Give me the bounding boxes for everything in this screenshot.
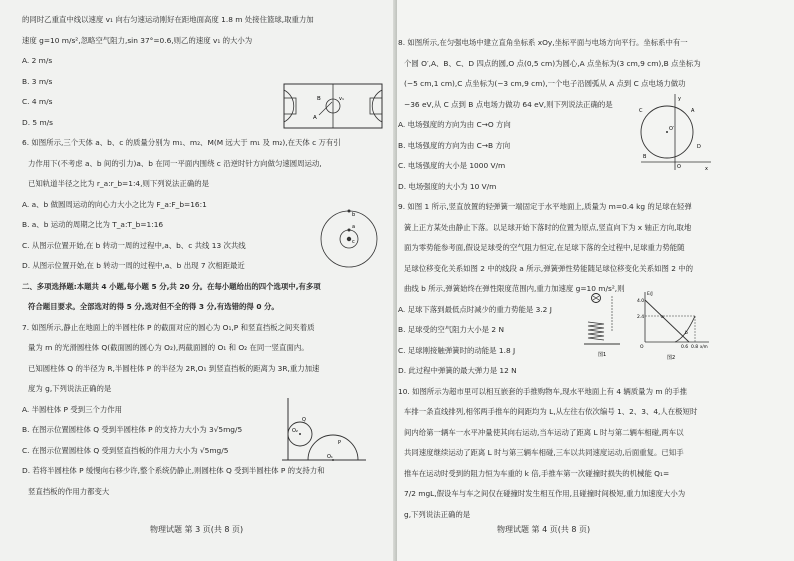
text-line: 曲线 b 所示,弹簧始终在弹性限度范围内,重力加速度 g=10 m/s²,则 bbox=[404, 284, 625, 293]
circle-label-c: C bbox=[639, 108, 643, 114]
graph-label-24: 2.4 bbox=[637, 315, 645, 320]
text-line: 量为 m 的光滑圆柱体 Q(截面圆的圆心为 O₂),两截面圆的 O₁ 和 O₂ 在同一竖直面内。 bbox=[28, 343, 309, 352]
court-label-b: B bbox=[317, 96, 321, 102]
text-line: 7/2 mgL,假设车与车之间仅在碰撞时发生相互作用,且碰撞时间极短,重力加速度大小为 bbox=[404, 489, 686, 498]
text-line: 7. 如图所示,静止在地面上的半圆柱体 P 的截面对应的圆心为 O₁,P 和竖直挡板之间夹着质 bbox=[22, 322, 315, 332]
graph-label-a: a bbox=[661, 315, 664, 320]
graph-label-b: b bbox=[685, 331, 688, 336]
orbit-figure bbox=[318, 208, 380, 270]
text-line: 速度 g=10 m/s²,忽略空气阻力,sin 37°=0.6,则乙的速度 v₁ 的大小为 bbox=[22, 35, 253, 45]
field-circle-figure bbox=[637, 92, 713, 174]
text-line: C. 4 m/s bbox=[22, 97, 53, 106]
circle-label-x: x bbox=[705, 166, 708, 172]
text-line: B. 足球受的空气阻力大小是 2 N bbox=[398, 325, 504, 334]
text-line: B. 在图示位置圆柱体 Q 受到半圆柱体 P 的支持力大小为 3√5mg/5 bbox=[22, 425, 243, 434]
text-line: 间内给第一辆车一水平冲量使其向右运动,当车运动了距离 L 时与第二辆车相碰,两车以 bbox=[404, 427, 684, 437]
text-line: 10. 如图所示为超市里可以相互嵌套的手推购物车,现水平地面上有 4 辆质量为 m 的手推 bbox=[398, 386, 688, 396]
orbit-label-a: a bbox=[352, 224, 356, 230]
text-line: 力作用下(不考虑 a、b 间的引力)a、b 在同一平面内围绕 c 沿逆时针方向做匀速圆周运动, bbox=[28, 158, 322, 168]
text-line: 符合题目要求。全部选对的得 5 分,选对但不全的得 3 分,有选错的得 0 分。 bbox=[28, 302, 279, 311]
graph-label-xm: x/m bbox=[700, 344, 708, 349]
circle-label-o-prime: O′ bbox=[669, 126, 675, 132]
text-line: 度为 g,下列说法正确的是 bbox=[28, 384, 112, 393]
text-line: B. 3 m/s bbox=[22, 76, 53, 86]
text-line: B. a、b 运动的周期之比为 T_a:T_b=1:16 bbox=[22, 220, 164, 229]
circle-label-o: O bbox=[677, 164, 681, 170]
text-line: 个圆 O′,A、B、C、D 四点的圆,O 点(0,5 cm)为圆心,A 点坐标为(3 cm,9 cm),B 点坐标为 bbox=[404, 58, 701, 68]
energy-graph-figure bbox=[637, 288, 713, 362]
graph-label-ej: E/J bbox=[647, 292, 653, 297]
court-label-v1: v₁ bbox=[339, 96, 344, 102]
text-line: D. 电场强度的大小为 10 V/m bbox=[398, 181, 497, 191]
text-line: 足球位移变化关系如图 2 中的线段 a 所示,弹簧弹性势能随足球位移变化关系如图 2 中的 bbox=[404, 263, 694, 273]
text-line: D. 从图示位置开始,在 b 转动一周的过程中,a、b 出现 7 次相距最近 bbox=[22, 261, 245, 270]
circle-label-a: A bbox=[691, 108, 695, 114]
right-page bbox=[397, 0, 794, 561]
orbit-label-c: c bbox=[352, 239, 355, 245]
fig2-caption: 图2 bbox=[667, 355, 676, 361]
text-line: C. 在图示位置圆柱体 Q 受到竖直挡板的作用力大小为 √5mg/5 bbox=[22, 445, 229, 455]
cyl-label-q: Q bbox=[302, 417, 306, 423]
text-line: B. 电场强度的方向为由 C→B 方向 bbox=[398, 140, 511, 150]
text-line: −36 eV,从 C 点到 B 点电场力做功 64 eV,则下列说法正确的是 bbox=[404, 99, 613, 109]
text-line: 二、多项选择题:本题共 4 小题,每小题 5 分,共 20 分。在每小题给出的四个选项中,有多项 bbox=[22, 281, 321, 291]
cylinder-figure bbox=[282, 396, 368, 466]
text-line: 已知圆柱体 Q 的半径为 R,半圆柱体 P 的半径为 2R,O₁ 到竖直挡板的距离为 3R,重力加速 bbox=[28, 363, 320, 373]
circle-label-y: y bbox=[678, 96, 681, 102]
text-line: C. 足球刚接触弹簧时的动能是 1.8 J bbox=[398, 345, 516, 355]
text-line: A. 电场强度的方向为由 C→O 方向 bbox=[398, 120, 511, 129]
graph-label-origin: O bbox=[640, 345, 644, 350]
text-line: A. 2 m/s bbox=[22, 56, 53, 65]
text-line: 6. 如图所示,三个天体 a、b、c 的质量分别为 m₁、m₂、M(M 远大于 m₁ 及 m₂),在天体 c 万有引 bbox=[22, 138, 341, 147]
text-line: A. a、b 做圆周运动的向心力大小之比为 F_a:F_b=16:1 bbox=[22, 199, 207, 209]
right-footer: 物理试题 第 4 页(共 8 页) bbox=[497, 525, 591, 534]
text-line: 的同时乙重直中线以速度 v₁ 向右匀速运动刚好在距地面高度 1.8 m 处接住篮球,取重力加 bbox=[22, 15, 314, 24]
text-line: D. 此过程中弹簧的最大弹力是 12 N bbox=[398, 366, 517, 375]
graph-label-40: 4.0 bbox=[637, 299, 645, 304]
cyl-label-o2: O₂ bbox=[292, 428, 298, 434]
text-line: g,下列说法正确的是 bbox=[404, 509, 471, 519]
fig1-caption: 图1 bbox=[598, 352, 607, 358]
text-line: 车排一条直线排列,相邻两手推车的间距均为 L,从左往右依次编号 1、2、3、4,人在极短时 bbox=[404, 407, 698, 416]
graph-label-06: 0.6 bbox=[681, 345, 689, 350]
text-line: D. 若将半圆柱体 P 缓慢向右移少许,整个系统仍静止,则圆柱体 Q 受到半圆柱体 P 的支持力和 bbox=[22, 466, 325, 475]
graph-label-08: 0.8 bbox=[691, 345, 699, 350]
text-line: 8. 如图所示,在匀强电场中建立直角坐标系 xOy,坐标平面与电场方向平行。坐标系中有一 bbox=[398, 38, 688, 47]
text-line: 已知轨道半径之比为 r_a:r_b=1:4,则下列说法正确的是 bbox=[28, 179, 209, 188]
text-line: 推车在运动时受到的阻力恒为车重的 k 倍,手推车第一次碰撞时损失的机械能 Q₁= bbox=[404, 468, 670, 478]
cyl-label-o1: O₁ bbox=[327, 454, 333, 460]
text-line: 面为零势能参考面,假设足球受的空气阻力恒定,在足球下落的全过程中,足球重力势能随 bbox=[404, 243, 685, 252]
text-line: (−5 cm,1 cm),C 点坐标为(−3 cm,9 cm),一个电子沿圆弧从 A 点到 C 点电场力做功 bbox=[404, 79, 686, 88]
orbit-label-b: b bbox=[352, 212, 356, 218]
text-line: 共同速度继续运动了距离 L 时与第三辆车相碰,三车以共同速度运动,后面重复。已知手 bbox=[404, 448, 684, 457]
spring-figure bbox=[584, 292, 634, 360]
text-line: A. 半圆柱体 P 受到三个力作用 bbox=[22, 404, 123, 414]
text-line: A. 足球下落到最低点时减少的重力势能是 3.2 J bbox=[398, 304, 552, 314]
text-line: D. 5 m/s bbox=[22, 117, 53, 127]
text-line: C. 电场强度的大小是 1000 V/m bbox=[398, 161, 506, 170]
text-line: 竖直挡板的作用力都变大 bbox=[28, 486, 110, 496]
cyl-label-p: P bbox=[338, 440, 342, 446]
circle-label-b: B bbox=[643, 154, 647, 160]
circle-label-d: D bbox=[697, 144, 701, 150]
left-footer: 物理试题 第 3 页(共 8 页) bbox=[150, 525, 244, 534]
basketball-court-figure bbox=[283, 82, 385, 132]
text-line: 簧上正方某处由静止下落。以足球开始下落时的位置为原点,竖直向下为 x 轴正方向,取地 bbox=[404, 222, 692, 232]
court-label-a: A bbox=[313, 115, 317, 121]
text-line: 9. 如图 1 所示,竖直放置的轻弹簧一端固定于水平地面上,质量为 m=0.4 kg 的足球在轻弹 bbox=[398, 202, 692, 211]
text-line: C. 从图示位置开始,在 b 转动一周的过程中,a、b、c 共线 13 次共线 bbox=[22, 240, 246, 250]
